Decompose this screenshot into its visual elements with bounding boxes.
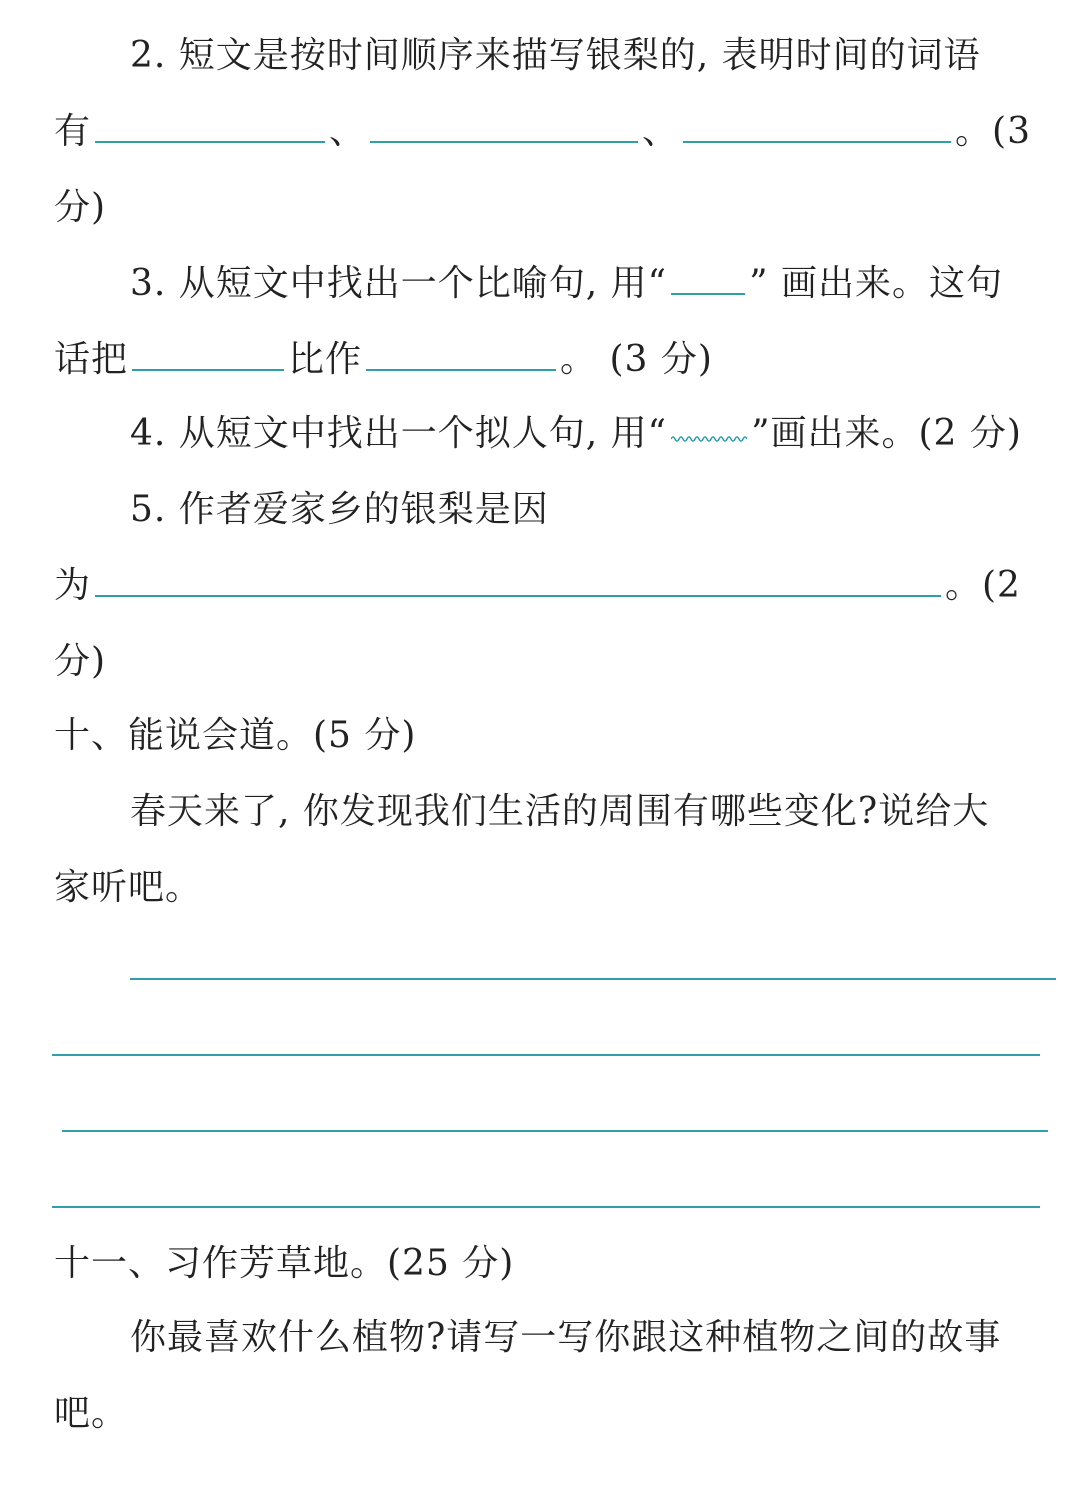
- q4-text-b: ”画出来。(2 分): [751, 413, 1022, 454]
- q3-score: 。 (3 分): [560, 339, 713, 380]
- q5-prefix: 为: [54, 565, 92, 606]
- answer-line-1[interactable]: [130, 978, 1056, 980]
- q2-separator-2: 、: [642, 111, 680, 152]
- answer-line-4[interactable]: [52, 1206, 1040, 1208]
- q3-text-a: 3. 从短文中找出一个比喻句, 用“: [130, 263, 668, 304]
- q3-line1: [130, 254, 1003, 314]
- answer-line-2[interactable]: [52, 1054, 1040, 1056]
- q5-blank[interactable]: [95, 569, 941, 597]
- q2-blank-2[interactable]: [370, 115, 638, 143]
- section10-prompt-line2: 家听吧。: [54, 867, 203, 908]
- q5-line3: 分): [54, 641, 107, 682]
- q3-text-b: ” 画出来。这句: [749, 263, 1003, 304]
- q2-prefix: 有: [54, 111, 92, 152]
- q2-separator-1: 、: [329, 111, 367, 152]
- q3-blank-2[interactable]: [366, 343, 556, 371]
- section10-prompt-line1: 春天来了, 你发现我们生活的周围有哪些变化?说给大: [130, 791, 990, 832]
- q5-score: 。(2: [945, 565, 1021, 606]
- q2-blank-3[interactable]: [683, 115, 951, 143]
- q4-text-a: 4. 从短文中找出一个拟人句, 用“: [130, 413, 668, 454]
- section10-heading: 十、能说会道。(5 分): [54, 715, 417, 756]
- q5-line1: 5. 作者爱家乡的银梨是因: [130, 489, 549, 530]
- q3-text-c: 话把: [54, 339, 129, 380]
- q2-score: 。(3: [955, 111, 1031, 152]
- section11-prompt-line1: 你最喜欢什么植物?请写一写你跟这种植物之间的故事: [130, 1317, 1002, 1358]
- section11-prompt-line2: 吧。: [54, 1393, 129, 1434]
- q3-line2: [54, 330, 713, 390]
- section11-heading: 十一、习作芳草地。(25 分): [54, 1243, 515, 1284]
- q3-underline-mark: [671, 267, 745, 295]
- q2-blank-1[interactable]: [95, 115, 325, 143]
- q4-line: [130, 404, 1022, 464]
- wavy-underline-icon: [671, 433, 747, 445]
- q2-line2: [54, 102, 1031, 162]
- q3-blank-1[interactable]: [132, 343, 284, 371]
- q5-line2: [54, 556, 1021, 616]
- q3-text-d: 比作: [288, 339, 363, 380]
- q2-line3: 分): [54, 187, 107, 228]
- answer-line-3[interactable]: [62, 1130, 1048, 1132]
- q2-line1: 2. 短文是按时间顺序来描写银梨的, 表明时间的词语: [130, 35, 981, 76]
